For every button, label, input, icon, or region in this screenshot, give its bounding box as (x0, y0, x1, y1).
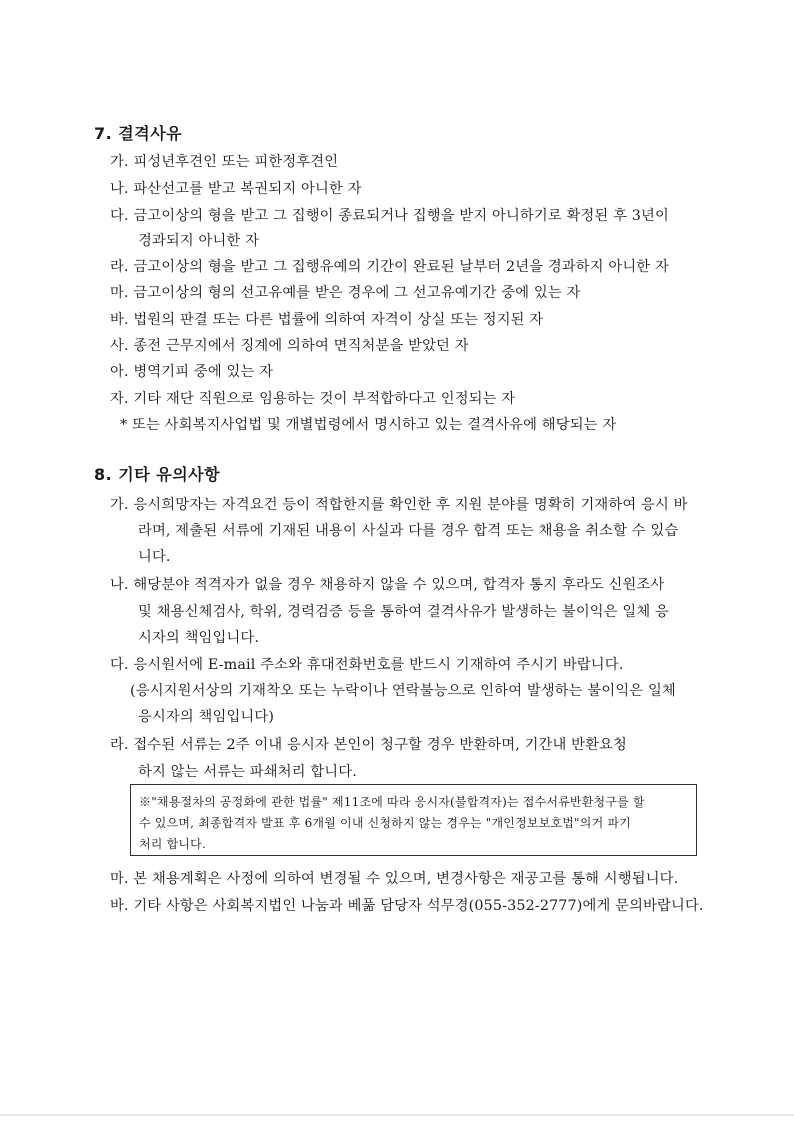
scan-edge-line (0, 1114, 794, 1116)
notice-item: 가. 응시희망자는 자격요건 등이 적합한지를 확인한 후 지원 분야를 명확히 기재하여 응시 바 (110, 497, 688, 513)
notice-item-continuation: 니다. (138, 549, 171, 565)
disqualification-item: 바. 법원의 판결 또는 다른 법률에 의하여 자격이 상실 또는 정지된 자 (110, 312, 544, 328)
section-7-title: 7. 결격사유 (94, 124, 183, 143)
disqualification-item: 라. 금고이상의 형을 받고 그 집행유예의 기간이 완료된 날부터 2년을 경과하지 아니한 자 (110, 259, 669, 275)
disqualification-item-continuation: 경과되지 아니한 자 (138, 233, 260, 249)
disqualification-item: 아. 병역기피 중에 있는 자 (110, 364, 274, 380)
notice-item: 바. 기타 사항은 사회복지법인 나눔과 베풂 담당자 석무경(055-352-2777)에게 문의바랍니다. (110, 898, 704, 914)
section-8-title: 8. 기타 유의사항 (94, 465, 221, 484)
notice-item: 나. 해당분야 적격자가 없을 경우 채용하지 않을 수 있으며, 합격자 통지 후라도 신원조사 (110, 577, 665, 593)
notice-item-continuation: 라며, 제출된 서류에 기재된 내용이 사실과 다를 경우 합격 또는 채용을 취소할 수 있습 (138, 523, 679, 539)
legal-note-line: 수 있으며, 최종합격자 발표 후 6개월 이내 신청하지 않는 경우는 "개인정보보호법"의거 파기 (139, 816, 631, 830)
legal-note-line: ※"채용절차의 공정화에 관한 법률" 제11조에 따라 응시자(불합격자)는 접수서류반환청구를 할 (139, 795, 645, 809)
notice-item-continuation: 응시자의 책임입니다) (138, 709, 275, 725)
disqualification-item: 마. 금고이상의 형의 선고유예를 받은 경우에 그 선고유예기간 중에 있는 자 (110, 285, 581, 301)
disqualification-item: 나. 파산선고를 받고 복권되지 아니한 자 (110, 181, 362, 197)
legal-note-line: 처리 합니다. (139, 837, 206, 851)
disqualification-item: 가. 피성년후견인 또는 피한정후견인 (110, 154, 339, 170)
disqualification-item: 다. 금고이상의 형을 받고 그 집행이 종료되거나 집행을 받지 아니하기로 확정된 후 3년이 (110, 208, 669, 224)
notice-item: 마. 본 채용계획은 사정에 의하여 변경될 수 있으며, 변경사항은 재공고를 통해 시행됩니다. (110, 871, 679, 887)
legal-note-box (130, 784, 697, 856)
notice-item-continuation: (응시지원서상의 기재착오 또는 누락이나 연락불능으로 인하여 발생하는 불이익은 일체 (130, 683, 676, 699)
notice-item-continuation: 및 채용신체검사, 학위, 경력검증 등을 통하여 결격사유가 발생하는 불이익은 일체 응 (138, 604, 669, 620)
notice-item: 라. 접수된 서류는 2주 이내 응시자 본인이 청구할 경우 반환하며, 기간내 반환요청 (110, 737, 628, 753)
disqualification-item: 자. 기타 재단 직원으로 임용하는 것이 부적합하다고 인정되는 자 (110, 391, 516, 407)
notice-item: 다. 응시원서에 E-mail 주소와 휴대전화번호를 반드시 기재하여 주시기 바랍니다. (110, 657, 624, 673)
notice-item-continuation: 하지 않는 서류는 파쇄처리 합니다. (138, 764, 357, 780)
disqualification-footnote: * 또는 사회복지사업법 및 개별법령에서 명시하고 있는 결격사유에 해당되는 자 (120, 417, 617, 433)
notice-item-continuation: 시자의 책임입니다. (138, 630, 260, 646)
disqualification-item: 사. 종전 근무지에서 징계에 의하여 면직처분을 받았던 자 (110, 338, 469, 354)
